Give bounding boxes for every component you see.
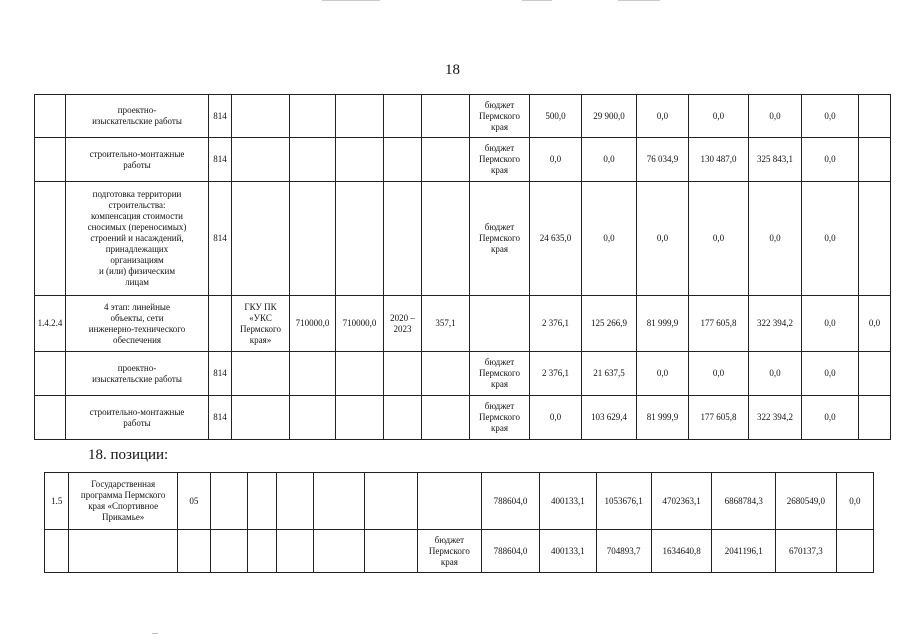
cell-value-3: 0,0 <box>637 182 689 296</box>
cell-name: проектно- изыскательские работы <box>66 352 209 396</box>
cell-value-1: 788604,0 <box>481 473 539 530</box>
cell-name <box>69 530 177 573</box>
cell-c5 <box>290 352 336 396</box>
cell-value-6: 2680549,0 <box>776 473 837 530</box>
cell-source: бюджет Пермского края <box>470 182 530 296</box>
cell-executor <box>232 95 290 138</box>
cell-years <box>313 530 364 573</box>
cell-c6 <box>336 396 384 440</box>
cell-value-6: 670137,3 <box>776 530 837 573</box>
cell-years <box>384 138 422 182</box>
table-row <box>35 182 891 296</box>
top-edge-line <box>322 0 380 1</box>
cell-executor <box>210 473 247 530</box>
cell-value-1: 500,0 <box>530 95 582 138</box>
cell-value-3: 0,0 <box>637 352 689 396</box>
cell-code: 814 <box>209 396 232 440</box>
cell-value-4: 177 605,8 <box>689 296 749 352</box>
cell-number <box>35 396 66 440</box>
cell-c5 <box>247 530 276 573</box>
cell-number <box>35 138 66 182</box>
cell-c6: 710000,0 <box>336 296 384 352</box>
section-heading: 18. позиции: <box>88 447 169 463</box>
cell-value-1: 24 635,0 <box>530 182 582 296</box>
cell-value-4: 0,0 <box>689 182 749 296</box>
table-row <box>35 352 891 396</box>
cell-executor: ГКУ ПК «УКС Пермского края» <box>232 296 290 352</box>
cell-power <box>364 530 417 573</box>
cell-c6 <box>336 352 384 396</box>
cell-value-3: 81 999,9 <box>637 296 689 352</box>
cell-c5 <box>290 182 336 296</box>
cell-value-4: 0,0 <box>689 352 749 396</box>
cell-source: бюджет Пермского края <box>417 530 481 573</box>
cell-value-7 <box>859 95 891 138</box>
cell-source <box>417 473 481 530</box>
cell-source: бюджет Пермского края <box>470 95 530 138</box>
cell-power <box>422 352 470 396</box>
cell-name: строительно-монтажные работы <box>66 396 209 440</box>
cell-value-7 <box>836 530 873 573</box>
cell-value-5: 322 394,2 <box>749 296 802 352</box>
cell-number <box>35 182 66 296</box>
cell-code <box>177 530 210 573</box>
cell-value-2: 0,0 <box>582 138 637 182</box>
cell-code <box>209 296 232 352</box>
cell-c5 <box>290 396 336 440</box>
cell-value-4: 130 487,0 <box>689 138 749 182</box>
cell-executor <box>232 182 290 296</box>
cell-years <box>384 95 422 138</box>
cell-value-6: 0,0 <box>802 352 859 396</box>
cell-c5: 710000,0 <box>290 296 336 352</box>
cell-value-2: 400133,1 <box>540 530 596 573</box>
cell-value-5: 325 843,1 <box>749 138 802 182</box>
cell-years <box>313 473 364 530</box>
cell-value-1: 2 376,1 <box>530 352 582 396</box>
cell-years <box>384 182 422 296</box>
table-row <box>45 530 874 573</box>
cell-value-7 <box>859 396 891 440</box>
cell-power: 357,1 <box>422 296 470 352</box>
cell-number <box>35 95 66 138</box>
cell-value-1: 0,0 <box>530 138 582 182</box>
cell-c6 <box>336 138 384 182</box>
cell-executor <box>232 396 290 440</box>
cell-value-2: 29 900,0 <box>582 95 637 138</box>
cell-value-1: 788604,0 <box>481 530 539 573</box>
table-row <box>35 138 891 182</box>
cell-code: 05 <box>177 473 210 530</box>
cell-value-7 <box>859 138 891 182</box>
cell-value-1: 2 376,1 <box>530 296 582 352</box>
cell-value-5: 0,0 <box>749 95 802 138</box>
cell-years <box>384 352 422 396</box>
cell-value-2: 0,0 <box>582 182 637 296</box>
top-edge-line <box>522 0 552 1</box>
cell-name: подготовка территории строительства: компенсация стоимости сносимых (переносимых) строений и насаждений, принадлежащих организациям и (или) физическим лицам <box>66 182 209 296</box>
table-row <box>45 473 874 530</box>
cell-power <box>364 473 417 530</box>
budget-table-2 <box>44 472 874 573</box>
cell-value-2: 103 629,4 <box>582 396 637 440</box>
cell-name: проектно- изыскательские работы <box>66 95 209 138</box>
cell-value-5: 322 394,2 <box>749 396 802 440</box>
cell-executor <box>232 352 290 396</box>
cell-value-1: 0,0 <box>530 396 582 440</box>
cell-value-3: 704893,7 <box>596 530 651 573</box>
page-number: 18 <box>445 62 460 78</box>
cell-value-7: 0,0 <box>836 473 873 530</box>
cell-value-3: 1053676,1 <box>596 473 651 530</box>
cell-executor <box>232 138 290 182</box>
cell-number: 1.5 <box>45 473 69 530</box>
cell-value-3: 0,0 <box>637 95 689 138</box>
cell-years <box>384 396 422 440</box>
cell-executor <box>210 530 247 573</box>
cell-number <box>45 530 69 573</box>
cell-value-3: 81 999,9 <box>637 396 689 440</box>
cell-c6 <box>276 530 313 573</box>
cell-name: 4 этап: линейные объекты, сети инженерно-технического обеспечения <box>66 296 209 352</box>
cell-name: строительно-монтажные работы <box>66 138 209 182</box>
cell-c5 <box>290 138 336 182</box>
cell-value-6: 0,0 <box>802 138 859 182</box>
cell-value-6: 0,0 <box>802 396 859 440</box>
cell-years: 2020 – 2023 <box>384 296 422 352</box>
top-edge-line <box>618 0 660 1</box>
cell-power <box>422 396 470 440</box>
cell-value-4: 0,0 <box>689 95 749 138</box>
table-row <box>35 95 891 138</box>
table-row <box>35 396 891 440</box>
cell-value-4: 177 605,8 <box>689 396 749 440</box>
cell-c5 <box>247 473 276 530</box>
cell-value-4: 4702363,1 <box>651 473 712 530</box>
cell-value-7: 0,0 <box>859 296 891 352</box>
cell-power <box>422 182 470 296</box>
cell-c6 <box>336 182 384 296</box>
cell-value-7 <box>859 352 891 396</box>
cell-source: бюджет Пермского края <box>470 138 530 182</box>
cell-code: 814 <box>209 352 232 396</box>
cell-source <box>470 296 530 352</box>
scan-mark <box>152 633 158 634</box>
cell-value-6: 0,0 <box>802 182 859 296</box>
cell-code: 814 <box>209 95 232 138</box>
cell-value-4: 1634640,8 <box>651 530 712 573</box>
cell-source: бюджет Пермского края <box>470 396 530 440</box>
cell-value-3: 76 034,9 <box>637 138 689 182</box>
cell-value-6: 0,0 <box>802 95 859 138</box>
cell-value-5: 6868784,3 <box>712 473 776 530</box>
cell-name: Государственная программа Пермского края «Спортивное Прикамье» <box>69 473 177 530</box>
cell-number: 1.4.2.4 <box>35 296 66 352</box>
cell-c6 <box>276 473 313 530</box>
cell-value-2: 400133,1 <box>540 473 596 530</box>
cell-value-2: 125 266,9 <box>582 296 637 352</box>
cell-value-5: 2041196,1 <box>712 530 776 573</box>
cell-value-5: 0,0 <box>749 352 802 396</box>
table-row <box>35 296 891 352</box>
cell-c6 <box>336 95 384 138</box>
cell-value-7 <box>859 182 891 296</box>
cell-power <box>422 138 470 182</box>
cell-power <box>422 95 470 138</box>
cell-source: бюджет Пермского края <box>470 352 530 396</box>
cell-value-5: 0,0 <box>749 182 802 296</box>
cell-value-6: 0,0 <box>802 296 859 352</box>
cell-code: 814 <box>209 182 232 296</box>
cell-code: 814 <box>209 138 232 182</box>
cell-value-2: 21 637,5 <box>582 352 637 396</box>
cell-c5 <box>290 95 336 138</box>
cell-number <box>35 352 66 396</box>
budget-table-1 <box>34 94 891 440</box>
